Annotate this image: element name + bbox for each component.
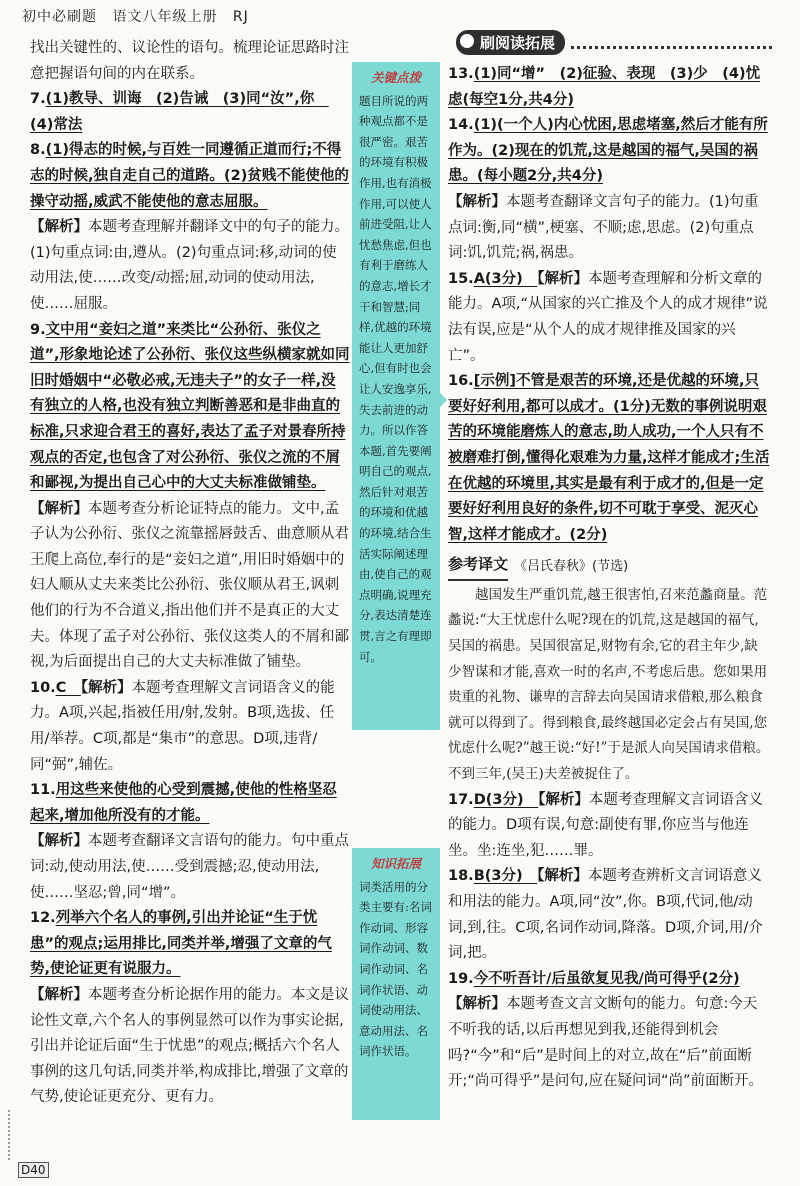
answer-explanation — [448, 992, 770, 1094]
answer-text: (1)教导、训诲 (2)告诫 (3)同“汝”,你 (4)常法 — [30, 91, 329, 133]
answer-item — [30, 676, 350, 778]
key-tip-title: 关键点拨 — [370, 70, 421, 85]
explanation-text: 本题考查分析论证特点的能力。文中,孟子认为公孙衍、张仪之流靠摇唇鼓舌、曲意顺从君王爬上高位,奉行的是“妾妇之道”,用旧时婚姻中的妇人顺从丈夫来类比公孙衍、张仪顺从君王,讽刺他们的行为不合道义,指出他们并不是真正的大丈夫。体现了孟子对公孙衍、张仪这类人的不屑和鄙视,为后面提出自己的大丈夫标准做了铺垫。 — [30, 500, 349, 671]
page-header — [22, 6, 259, 26]
answer-text: D(3分) — [473, 791, 539, 808]
answer-explanation — [448, 190, 770, 267]
pointer-arrow-icon — [439, 392, 447, 408]
reference-translation: 越国发生严重饥荒,越王很害怕,召来范蠡商量。范蠡说:“大王忧虑什么呢?现在的饥荒,这是越国的福气,吴国的祸患。吴国很富足,财物有余,它的君主年少,缺少智谋和才能,喜欢一时的名声,不考虑后患。您如果用贵重的礼物、谦卑的言辞去向吴国请求借粮,那么粮食就可以得到了。得到粮食,最终越国必定会占有吴国,您忧虑什么呢?”越王说:“好!”于是派人向吴国请求借粮。不到三年,(吴王)夫差被捉住了。 — [448, 586, 770, 783]
answer-item — [30, 778, 350, 829]
question-number: 15. — [448, 270, 474, 287]
answer-column-left — [30, 36, 350, 1111]
explanation-text: 本题考查分析论据作用的能力。本文是议论性文章,六个名人的事例显然可以作为事实论据,引出并论证后面“生于忧患”的观点;概括六个名人事例的这几句话,同类并举,构成排比,增强了文章的气势,使论证更充分、更有力。 — [30, 986, 349, 1106]
answer-item — [448, 113, 770, 190]
page-number: D40 — [18, 1162, 49, 1178]
answer-item — [30, 318, 350, 497]
answer-item — [448, 62, 770, 113]
answer-column-right — [448, 62, 770, 1095]
question-number: 11. — [30, 782, 56, 799]
analysis-label: 【解析】 — [448, 996, 506, 1013]
answer-item — [448, 788, 770, 865]
explanation-text: 本题考查理解并翻译文中的句子的能力。(1)句重点词:由,遵从。(2)句重点词:移,动词的使动用法,使……改变/动摇;屈,动词的使动用法,使……屈服。 — [30, 219, 349, 312]
knowledge-ext-title: 知识拓展 — [370, 856, 421, 871]
analysis-label: 【解析】 — [537, 270, 589, 287]
answer-item — [30, 87, 350, 138]
reference-header — [448, 552, 770, 581]
answer-text: (1)得志的时候,与百姓一同遵循正道而行;不得志的时候,独自走自己的道路。(2)贫贱不能使他的操守动摇,威武不能使他的意志屈服。 — [30, 142, 349, 210]
answer-text: 今不听吾计/后虽欲复见我/尚可得乎(2分) — [473, 970, 740, 987]
answer-text: [示例]不管是艰苦的环境,还是优越的环境,只要好好利用,都可以成才。(1分)无数的事例说明艰苦的环境能磨炼人的意志,助人成功,一个人只有不被磨难打倒,懂得化艰难为力量,这样才能成才;生活在优越的环境里,其实是最有利于成才的,但是一定要好好利用良好的条件,切不可耽于享受、泥灭心智,这样才能成才。(2分) — [448, 373, 770, 543]
answer-text: B(3分) — [473, 868, 538, 885]
answer-text: (1)(一个人)内心忧困,思虑堵塞,然后才能有所作为。(2)现在的饥荒,这是越国的福气,吴国的祸患。(每小题2分,共4分) — [448, 117, 768, 185]
answer-text: 文中用“妾妇之道”来类比“公孙衍、张仪之道”,形象地论述了公孙衍、张仪这些纵横家就如同旧时婚姻中“必敬必戒,无违夫子”的女子一样,没有独立的人格,也没有独立判断善恶和是非曲直的标准,只求迎合君王的喜好,表达了孟子对景春所持观点的否定,也包含了对公孙衍、张仪之流的不屑和鄙视,为提出自己心中的大丈夫标准做铺垫。 — [30, 321, 350, 492]
question-number: 17. — [448, 791, 474, 808]
analysis-label: 【解析】 — [538, 791, 589, 808]
analysis-label: 【解析】 — [30, 500, 88, 517]
answer-item — [448, 967, 770, 993]
reading-ext-title: 刷阅读拓展 — [456, 30, 565, 55]
answer-text: C — [55, 679, 81, 696]
knowledge-ext-sidebar — [352, 848, 440, 1120]
question-number: 13. — [448, 66, 474, 82]
key-tip-text: 题目所说的两种观点都不是很严密。艰苦的环境有积极作用,也有消极作用,可以使人前进受阻,让人忧愁焦虑,但也有利于磨练人的意志,增长才干和智慧;同样,优越的环境能让人更加舒心,但有时也会让人安逸享乐,失去前进的动力。所以作答本题,首先要阐明自己的观点,然后针对艰苦的环境和优越的环境,结合生活实际阐述理由,使自己的观点明确,说理充分,表达清楚连贯,言之有理即可。 — [359, 93, 432, 664]
key-tip-sidebar — [352, 62, 440, 730]
answer-text: 列举六个名人的事例,引出并论证“生于忧患”的观点;运用排比,同类并举,增强了文章的气势,使论证更有说服力。 — [30, 910, 332, 978]
analysis-label: 【解析】 — [30, 219, 88, 236]
answer-text: A(3分) — [473, 270, 538, 287]
question-number: 12. — [30, 910, 56, 927]
explanation-text: 本题考查翻译文言语句的能力。句中重点词:动,使动用法,使……受到震撼;忍,使动用法,使……坚忍;曾,同“增”。 — [30, 833, 349, 901]
series-name: 初中必刷题 — [22, 9, 97, 25]
knowledge-ext-text: 词类活用的分类主要有:名词作动词、形容词作动词、数词作动词、名词作状语、动词使动用法、意动用法、名词作状语。 — [359, 879, 432, 1059]
dotted-divider — [571, 36, 772, 49]
reading-ext-header — [452, 30, 772, 55]
answer-text: 用这些来使他的心受到震撼,使他的性格坚忍起来,增加他所没有的才能。 — [30, 782, 337, 824]
question-number: 10. — [30, 679, 56, 696]
answer-explanation — [30, 215, 350, 317]
answer-explanation — [30, 983, 350, 1111]
explanation-text: 本题考查翻译文言句子的能力。(1)句重点词:衡,同“横”,梗塞、不顺;虑,思虑。(2)句重点词:饥,饥荒;祸,祸患。 — [448, 193, 759, 262]
reference-title: 参考译文 — [448, 552, 508, 581]
margin-dots — [8, 1110, 20, 1160]
analysis-label: 【解析】 — [30, 833, 88, 850]
question-number: 7. — [30, 91, 46, 108]
answer-explanation — [30, 36, 350, 87]
subject-name: 语文八年级上册 — [112, 9, 218, 25]
explanation-text: 本题考查辨析文言词语意义和用法的能力。A项,同“汝”,你。B项,代词,他/动词,到,往。C项,名词作动词,降落。D项,介词,用/介词,把。 — [448, 868, 763, 962]
analysis-label: 【解析】 — [30, 986, 88, 1003]
answer-explanation — [30, 497, 350, 676]
analysis-label: 【解析】 — [537, 868, 588, 885]
question-number: 8. — [30, 142, 46, 159]
question-number: 19. — [448, 970, 474, 987]
edition: RJ — [232, 9, 249, 25]
explanation-text: 本题考查文言文断句的能力。句意:今天不听我的话,以后再想见到我,还能得到机会吗?“今”和“后”是时间上的对立,故在“后”前面断开;“尚可得乎”是问句,应在疑问词“尚”前面断开。 — [448, 996, 764, 1090]
question-number: 9. — [30, 321, 46, 338]
answer-item — [448, 369, 770, 548]
answer-item — [448, 267, 770, 369]
answer-text: (1)同“增” (2)征验、表现 (3)少 (4)忧虑(每空1分,共4分) — [448, 66, 761, 108]
explanation-text: 找出关键性的、议论性的语句。梳理论证思路时注意把握语句间的内在联系。 — [30, 40, 349, 82]
question-number: 18. — [448, 868, 474, 885]
explanation-text: 本题考查理解和分析文章的能力。A项,“从国家的兴亡推及个人的成才规律”说法有误,应是“从个人的成才规律推及国家的兴亡”。 — [448, 270, 768, 364]
answer-explanation — [30, 829, 350, 906]
question-number: 16. — [448, 373, 474, 390]
analysis-label: 【解析】 — [80, 679, 132, 696]
analysis-label: 【解析】 — [448, 193, 506, 210]
answer-item — [30, 138, 350, 215]
explanation-text: 本题考查理解文言词语含义的能力。A项,兴起,指被任用/射,发射。B项,选拔、任用/举荐。C项,都是“集市”的意思。D项,违背/同“弼”,辅佐。 — [30, 679, 335, 773]
answer-item — [30, 906, 350, 983]
answer-item — [448, 864, 770, 966]
explanation-text: 本题考查理解文言词语含义的能力。D项有误,句意:副使有罪,你应当与他连坐。坐:连坐,犯……罪。 — [448, 791, 763, 859]
reference-source: 《吕氏春秋》(节选) — [514, 558, 629, 574]
question-number: 14. — [448, 117, 474, 134]
